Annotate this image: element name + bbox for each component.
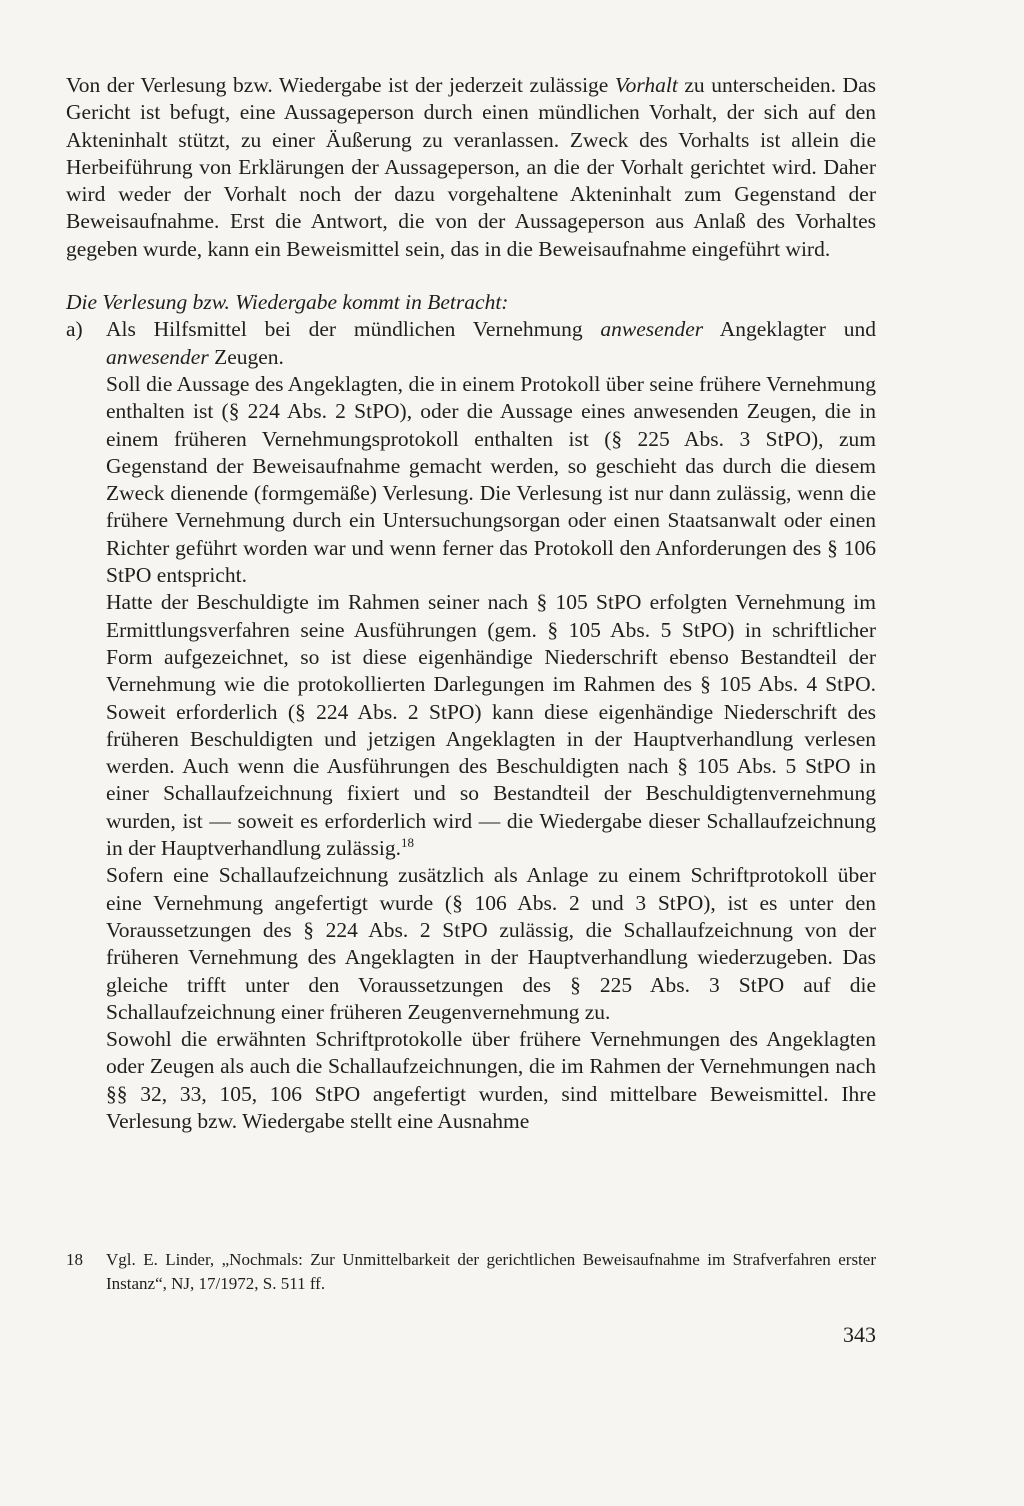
text-span: Angeklagter und xyxy=(703,317,876,342)
section-heading: Die Verlesung bzw. Wiedergabe kommt in Betracht: xyxy=(66,290,509,315)
emphasis-anwesender: anwesender xyxy=(106,344,209,369)
text-span: Von der Verlesung bzw. Wiedergabe ist der jederzeit zulässige xyxy=(66,73,615,97)
text-span: Als Hilfsmittel bei der mündlichen Vernehmung xyxy=(106,317,601,342)
list-marker-a: a) xyxy=(66,317,83,342)
text-span: Hatte der Beschuldigte im Rahmen seiner nach § 105 StPO erfolgten Vernehmung im Ermittlungsverfahren seine Ausführungen (gem. § 105 Abs. 5 StPO) in schriftlicher Form aufgezeichnet, so ist diese eigenhändige Niederschrift ebenso Bestandteil der Vernehmung wie die protokollierten Darlegungen im Rahmen des § 105 Abs. 4 StPO. Soweit erforderlich (§ 224 Abs. 2 StPO) kann diese eigenhändige Niederschrift des früheren Beschuldigten und jetzigen Angeklagten in der Hauptverhandlung verlesen werden. Auch wenn die Ausführungen des Beschuldigten nach § 105 Abs. 5 StPO in einer Schallaufzeichnung fixiert und so Bestandteil der Beschuldigtenvernehmung wurden, ist — soweit es erforderlich wird — die Wiedergabe dieser Schallaufzeichnung in der Hauptverhandlung zulässig. xyxy=(106,590,876,861)
footnote-number: 18 xyxy=(66,1250,83,1269)
list-item-a-intro xyxy=(106,316,876,371)
footnote-ref[interactable]: 18 xyxy=(400,834,414,850)
paragraph-niederschrift xyxy=(106,589,876,862)
footnote-text: Vgl. E. Linder, „Nochmals: Zur Unmittelbarkeit der gerichtlichen Beweisaufnahme im Strafverfahren erster Instanz“, NJ, 17/1972, S. 511 ff. xyxy=(106,1250,876,1293)
paragraph-schallaufzeichnung: Sofern eine Schallaufzeichnung zusätzlich als Anlage zu einem Schriftprotokoll über eine Vernehmung angefertigt wurde (§ 106 Abs. 2 und 3 StPO), ist es unter den Voraussetzungen des § 224 Abs. 2 StPO zulässig, die Schallaufzeichnung von der früheren Vernehmung des Angeklagten in der Hauptverhandlung wiederzugeben. Das gleiche trifft unter den Voraussetzungen des § 225 Abs. 3 StPO auf die Schallaufzeichnung einer früheren Zeugenvernehmung zu. xyxy=(106,863,876,1024)
paragraph-beweismittel: Sowohl die erwähnten Schriftprotokolle über frühere Vernehmungen des Angeklagten oder Zeugen als auch die Schallaufzeichnungen, die im Rahmen der Vernehmungen nach §§ 32, 33, 105, 106 StPO angefertigt wurden, sind mittelbare Beweismittel. Ihre Verlesung bzw. Wiedergabe stellt eine Ausnahme xyxy=(106,1027,876,1133)
paragraph-vorhalt xyxy=(66,72,876,263)
page-number: 343 xyxy=(843,1322,876,1347)
list-item-a xyxy=(66,316,876,1135)
paragraph-verlesung: Soll die Aussage des Angeklagten, die in einem Protokoll über seine frühere Vernehmung enthalten ist (§ 224 Abs. 2 StPO), oder die Aussage eines anwesenden Zeugen, die in einem früheren Vernehmungsprotokoll enthalten ist (§ 225 Abs. 3 StPO), zum Gegenstand der Beweisaufnahme gemacht werden, so geschieht das durch die diesem Zweck dienende (formgemäße) Verlesung. Die Verlesung ist nur dann zulässig, wenn die frühere Vernehmung durch ein Untersuchungsorgan oder einen Staatsanwalt oder einen Richter geführt worden war und wenn ferner das Protokoll den Anforderungen des § 106 StPO entspricht. xyxy=(106,371,876,588)
footnote xyxy=(66,1248,876,1296)
emphasis-vorhalt: Vorhalt xyxy=(614,73,678,97)
emphasis-anwesender: anwesender xyxy=(600,317,704,342)
page-body xyxy=(66,72,876,1135)
text-span: zu unterscheiden. Das Gericht ist befugt, eine Aussageperson durch einen mündlichen Vorhalt, der sich auf den Akteninhalt stützt, zu einer Äußerung zu veranlassen. Zweck des Vorhalts ist allein die Herbeiführung von Erklärungen der Aussageperson, an die der Vorhalt gerichtet wird. Daher wird weder der Vorhalt noch der dazu vorgehaltene Akteninhalt zum Gegenstand der Beweisaufnahme. Erst die Antwort, die von der Aussageperson aus Anlaß des Vorhaltes gegeben wurde, kann ein Beweismittel sein, das in die Beweisaufnahme eingeführt wird. xyxy=(66,73,876,261)
text-span: Zeugen. xyxy=(208,344,284,369)
